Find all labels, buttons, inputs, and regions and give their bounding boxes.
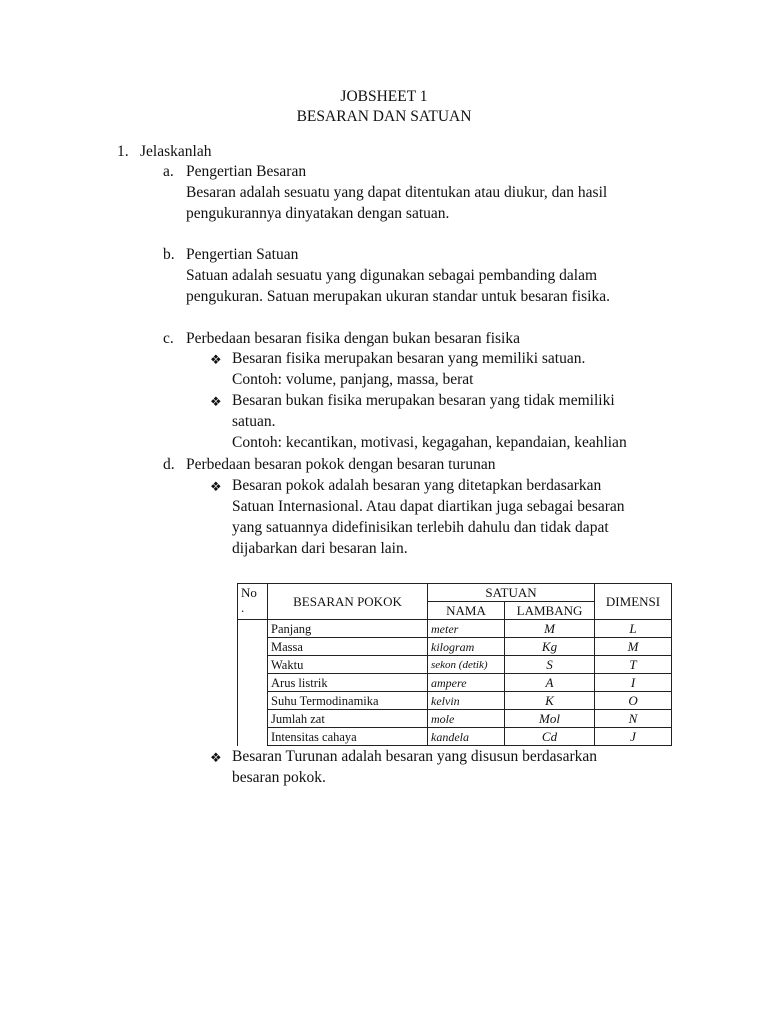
bullet-line: dijabarkan dari besaran lain. xyxy=(232,540,408,557)
table-cell-besaran: Arus listrik xyxy=(268,674,428,692)
table-row xyxy=(238,620,672,638)
table-cell-nama: kilogram xyxy=(428,638,505,656)
section-number: 1. xyxy=(117,143,129,160)
item-d-marker: d. xyxy=(163,456,175,473)
bullet-line: Besaran pokok adalah besaran yang ditetapkan berdasarkan xyxy=(232,477,602,494)
bullet-line: satuan. xyxy=(232,413,276,430)
header-nama: NAMA xyxy=(428,602,505,620)
item-a-heading: Pengertian Besaran xyxy=(186,163,307,180)
table-cell-dimensi: O xyxy=(595,692,672,710)
table-cell-nama: kandela xyxy=(428,728,505,746)
table-cell-dimensi: T xyxy=(595,656,672,674)
item-b-marker: b. xyxy=(163,246,175,263)
document-title: JOBSHEET 1 xyxy=(340,88,428,105)
table-cell-lambang: K xyxy=(505,692,595,710)
table-row xyxy=(238,692,672,710)
table-cell-no xyxy=(238,638,268,656)
table-cell-nama: sekon (detik) xyxy=(428,656,505,674)
header-no-dot: . xyxy=(241,600,245,615)
header-no-label: No xyxy=(241,585,257,600)
bullet-line: Satuan Internasional. Atau dapat diartikan juga sebagai besaran xyxy=(232,498,625,515)
table-cell-lambang: A xyxy=(505,674,595,692)
diamond-bullet-icon: ❖ xyxy=(210,352,222,367)
table-row xyxy=(238,710,672,728)
table-cell-no xyxy=(238,674,268,692)
diamond-bullet-icon: ❖ xyxy=(210,394,222,409)
table-row xyxy=(238,656,672,674)
item-b-line: Satuan adalah sesuatu yang digunakan sebagai pembanding dalam xyxy=(186,267,598,284)
table-cell-besaran: Intensitas cahaya xyxy=(268,728,428,746)
item-b-heading: Pengertian Satuan xyxy=(186,246,299,263)
bullet-line: Besaran fisika merupakan besaran yang memiliki satuan. xyxy=(232,350,586,367)
diamond-bullet-icon: ❖ xyxy=(210,750,222,765)
table-cell-lambang: Cd xyxy=(505,728,595,746)
section-label: Jelaskanlah xyxy=(140,143,212,160)
bullet-line: Contoh: volume, panjang, massa, berat xyxy=(232,371,474,388)
table-cell-besaran: Massa xyxy=(268,638,428,656)
item-d-heading: Perbedaan besaran pokok dengan besaran turunan xyxy=(186,456,496,473)
table-cell-besaran: Panjang xyxy=(268,620,428,638)
item-c-marker: c. xyxy=(163,330,174,347)
header-besaran-pokok: BESARAN POKOK xyxy=(268,584,428,620)
item-a-marker: a. xyxy=(163,163,174,180)
table-cell-no xyxy=(238,656,268,674)
item-b-line: pengukuran. Satuan merupakan ukuran standar untuk besaran fisika. xyxy=(186,288,610,305)
table-cell-besaran: Waktu xyxy=(268,656,428,674)
table-row xyxy=(238,638,672,656)
bullet-line: besaran pokok. xyxy=(232,769,326,786)
item-a-line: Besaran adalah sesuatu yang dapat ditentukan atau diukur, dan hasil xyxy=(186,184,608,201)
table-cell-no xyxy=(238,620,268,638)
table-cell-besaran: Suhu Termodinamika xyxy=(268,692,428,710)
header-lambang: LAMBANG xyxy=(505,602,595,620)
bullet-line: Contoh: kecantikan, motivasi, kegagahan, kepandaian, keahlian xyxy=(232,434,627,451)
table-cell-dimensi: J xyxy=(595,728,672,746)
table-cell-dimensi: L xyxy=(595,620,672,638)
table-cell-dimensi: M xyxy=(595,638,672,656)
table-cell-lambang: Kg xyxy=(505,638,595,656)
table-cell-no xyxy=(238,728,268,746)
table-cell-besaran: Jumlah zat xyxy=(268,710,428,728)
table-cell-lambang: S xyxy=(505,656,595,674)
table-cell-nama: ampere xyxy=(428,674,505,692)
table-cell-no xyxy=(238,692,268,710)
header-dimensi: DIMENSI xyxy=(595,584,672,620)
bullet-line: yang satuannya didefinisikan terlebih dahulu dan tidak dapat xyxy=(232,519,609,536)
item-a-line: pengukurannya dinyatakan dengan satuan. xyxy=(186,205,450,222)
document-subtitle: BESARAN DAN SATUAN xyxy=(296,108,472,125)
besaran-pokok-table xyxy=(237,583,671,743)
diamond-bullet-icon: ❖ xyxy=(210,479,222,494)
bullet-line: Besaran bukan fisika merupakan besaran yang tidak memiliki xyxy=(232,392,615,409)
table-cell-nama: kelvin xyxy=(428,692,505,710)
table-cell-dimensi: N xyxy=(595,710,672,728)
table-cell-dimensi: I xyxy=(595,674,672,692)
table-cell-nama: mole xyxy=(428,710,505,728)
table-row xyxy=(238,728,672,746)
table-cell-lambang: M xyxy=(505,620,595,638)
bullet-line: Besaran Turunan adalah besaran yang disusun berdasarkan xyxy=(232,748,598,765)
table-row xyxy=(238,674,672,692)
table-cell-nama: meter xyxy=(428,620,505,638)
item-c-heading: Perbedaan besaran fisika dengan bukan besaran fisika xyxy=(186,330,520,347)
header-satuan: SATUAN xyxy=(428,584,595,602)
table-cell-no xyxy=(238,710,268,728)
header-no xyxy=(238,584,268,620)
table-cell-lambang: Mol xyxy=(505,710,595,728)
